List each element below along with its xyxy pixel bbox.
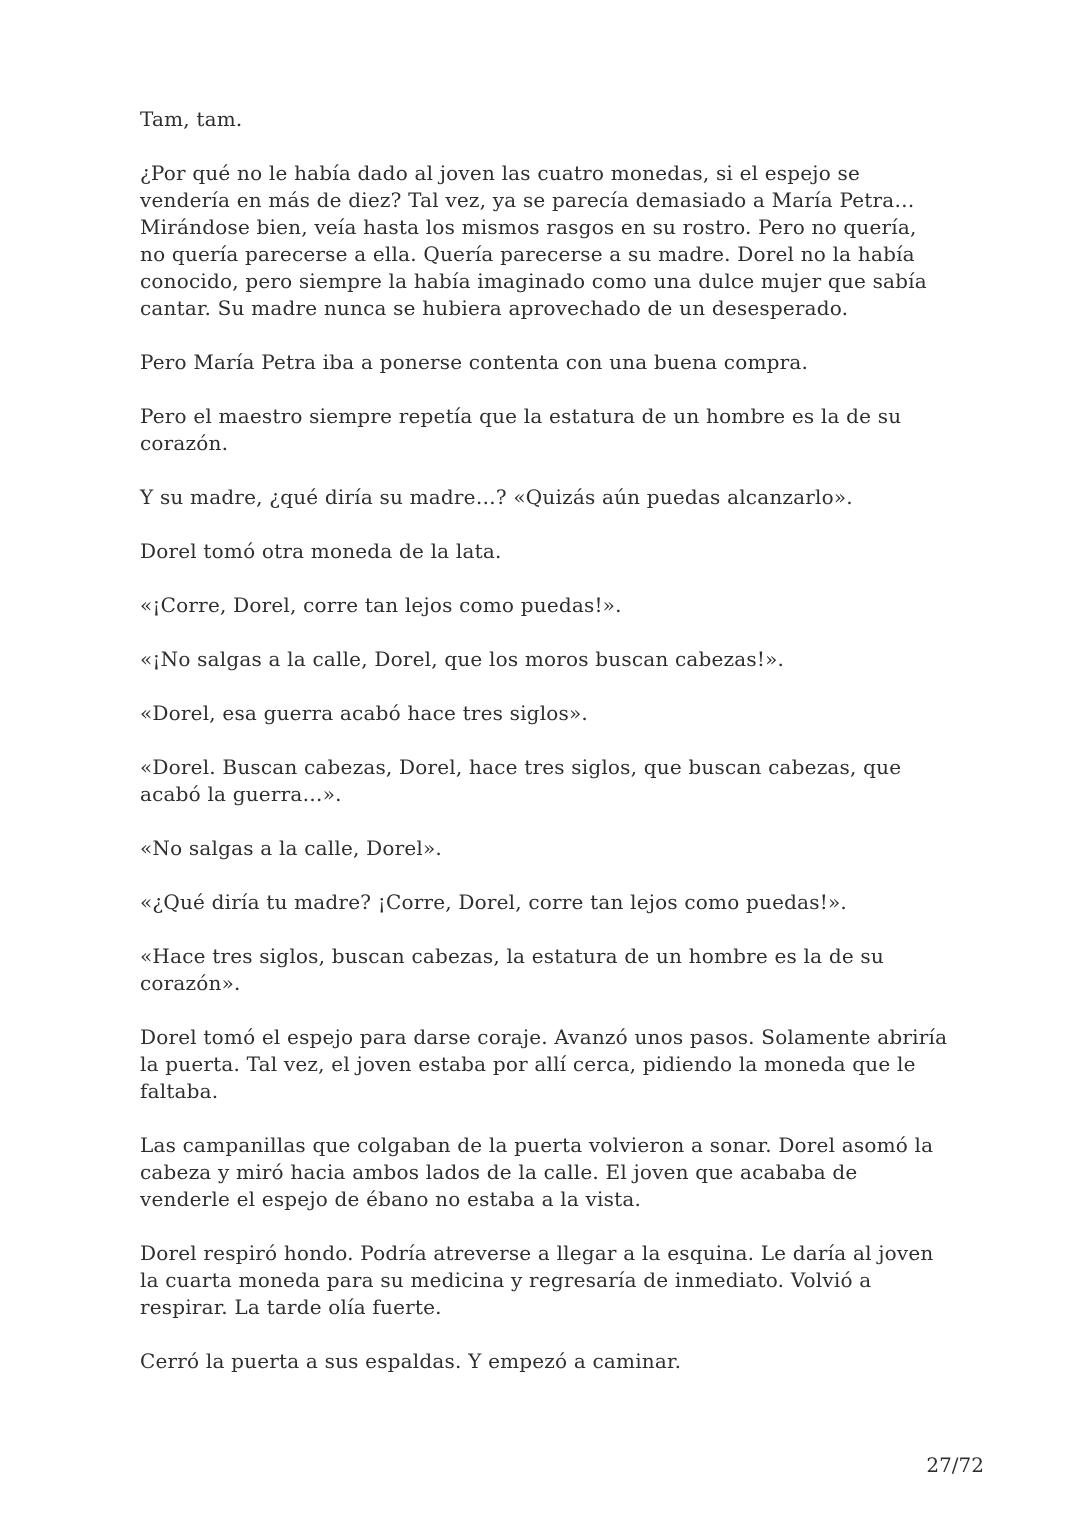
paragraph: Dorel tomó otra moneda de la lata.	[140, 539, 502, 563]
paragraph: Pero el maestro siempre repetía que la estatura de un hombre es la de su corazón.	[140, 404, 902, 455]
text-content	[140, 106, 948, 1402]
paragraph: Dorel respiró hondo. Podría atreverse a llegar a la esquina. Le daría al joven la cuarta moneda para su medicina y regresaría de inmediato. Volvió a respirar. La tarde olía fuerte.	[140, 1241, 934, 1319]
paragraph: «¡No salgas a la calle, Dorel, que los moros buscan cabezas!».	[140, 647, 785, 671]
paragraph: Tam, tam.	[140, 107, 243, 131]
paragraph: «Hace tres siglos, buscan cabezas, la estatura de un hombre es la de su corazón».	[140, 944, 884, 995]
paragraph: «¡Corre, Dorel, corre tan lejos como puedas!».	[140, 593, 622, 617]
paragraph: Y su madre, ¿qué diría su madre…? «Quizás aún puedas alcanzarlo».	[140, 485, 853, 509]
paragraph: «No salgas a la calle, Dorel».	[140, 836, 442, 860]
page-number: 27/72	[926, 1453, 984, 1477]
paragraph: Pero María Petra iba a ponerse contenta con una buena compra.	[140, 350, 809, 374]
paragraph: Las campanillas que colgaban de la puerta volvieron a sonar. Dorel asomó la cabeza y miró hacia ambos lados de la calle. El joven que acababa de venderle el espejo de ébano no estaba a la vista.	[140, 1133, 934, 1211]
paragraph: Dorel tomó el espejo para darse coraje. Avanzó unos pasos. Solamente abriría la puerta. Tal vez, el joven estaba por allí cerca, pidiendo la moneda que le faltaba.	[140, 1025, 948, 1103]
paragraph: «Dorel, esa guerra acabó hace tres siglos».	[140, 701, 588, 725]
paragraph: ¿Por qué no le había dado al joven las cuatro monedas, si el espejo se vendería en más de diez? Tal vez, ya se parecía demasiado a María Petra… Mirándose bien, veía hasta los mismos rasgos en su rostro. Pero no quería, no quería parecerse a ella. Quería parecerse a su madre. Dorel no la había conocido, pero siempre la había imaginado como una dulce mujer que sabía cantar. Su madre nunca se hubiera aprovechado de un desesperado.	[140, 161, 927, 320]
paragraph: Cerró la puerta a sus espaldas. Y empezó a caminar.	[140, 1349, 682, 1373]
paragraph: «Dorel. Buscan cabezas, Dorel, hace tres siglos, que buscan cabezas, que acabó la guerra…».	[140, 755, 902, 806]
paragraph: «¿Qué diría tu madre? ¡Corre, Dorel, corre tan lejos como puedas!».	[140, 890, 847, 914]
